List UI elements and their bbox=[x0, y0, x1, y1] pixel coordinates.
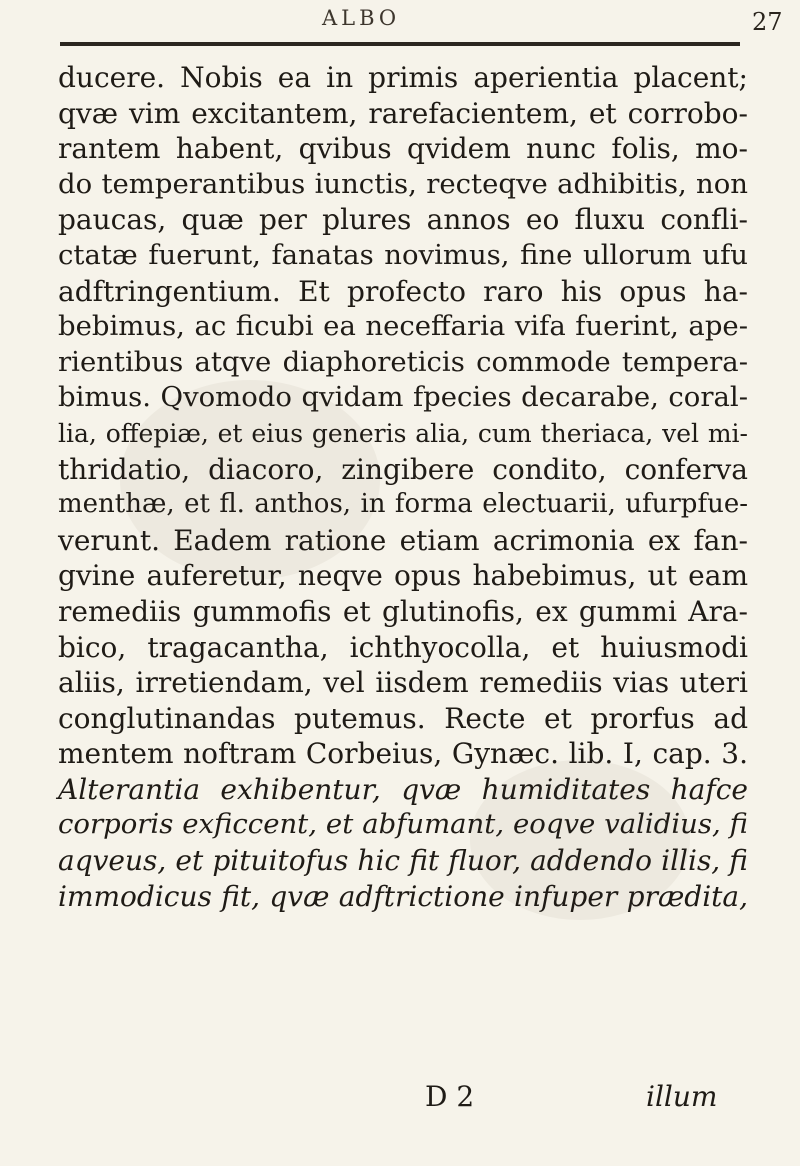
running-title: ALBO bbox=[322, 6, 401, 30]
italic-quote-line: aqveus, et pituitofus hic fit fluor, addendo illis, fi bbox=[58, 844, 748, 878]
text-line: bebimus, ac ficubi ea neceffaria vifa fuerint, ape- bbox=[58, 310, 748, 343]
italic-quote-line: Alterantia exhibentur, qvæ humiditates hafce bbox=[58, 772, 748, 806]
body-text bbox=[58, 60, 748, 914]
text-line: rientibus atqve diaphoreticis commode tempera- bbox=[58, 345, 748, 378]
text-line: bico, tragacantha, ichthyocolla, et huiusmodi bbox=[58, 630, 748, 664]
text-line: do temperantibus iunctis, recteqve adhibitis, non bbox=[58, 167, 748, 200]
header-rule bbox=[60, 42, 740, 46]
signature-mark: D 2 bbox=[425, 1080, 475, 1113]
text-line: adftringentium. Et profecto raro his opus ha- bbox=[58, 274, 748, 308]
running-head bbox=[0, 6, 800, 40]
text-line: verunt. Eadem ratione etiam acrimonia ex fan- bbox=[58, 523, 748, 557]
text-line: lia, offepiæ, et eius generis alia, cum theriaca, vel mi- bbox=[58, 418, 748, 448]
italic-quote-line: immodicus fit, qvæ adftrictione infuper prædita, bbox=[58, 879, 748, 913]
text-line: thridatio, diacoro, zingibere condito, conferva bbox=[58, 452, 748, 486]
text-line: ctatæ fuerunt, fanatas novimus, fine ullorum ufu bbox=[58, 238, 748, 271]
catchword: illum bbox=[646, 1080, 718, 1113]
text-line: ducere. Nobis ea in primis aperientia placent; bbox=[58, 61, 748, 94]
text-line: mentem noftram Corbeius, Gynæc. lib. I, cap. 3. bbox=[58, 737, 748, 771]
italic-quote-line: corporis exficcent, et abfumant, eoqve validius, fi bbox=[58, 808, 748, 841]
text-line: menthæ, et fl. anthos, in forma electuarii, ufurpfue- bbox=[58, 489, 748, 520]
text-line: bimus. Qvomodo qvidam fpecies decarabe, coral- bbox=[58, 381, 748, 414]
text-line: aliis, irretiendam, vel iisdem remediis vias uteri bbox=[58, 666, 748, 700]
text-line: conglutinandas putemus. Recte et prorfus ad bbox=[58, 701, 748, 735]
text-line: rantem habent, qvibus qvidem nunc folis, mo- bbox=[58, 132, 748, 166]
text-line: paucas, quæ per plures annos eo fluxu confli- bbox=[58, 203, 748, 237]
text-line: remediis gummofis et glutinofis, ex gummi Ara- bbox=[58, 594, 748, 628]
page-number: 27 bbox=[752, 8, 783, 36]
text-line: gvine auferetur, neqve opus habebimus, ut eam bbox=[58, 559, 748, 593]
text-line: qvæ vim excitantem, rarefacientem, et corrobo- bbox=[58, 96, 748, 130]
